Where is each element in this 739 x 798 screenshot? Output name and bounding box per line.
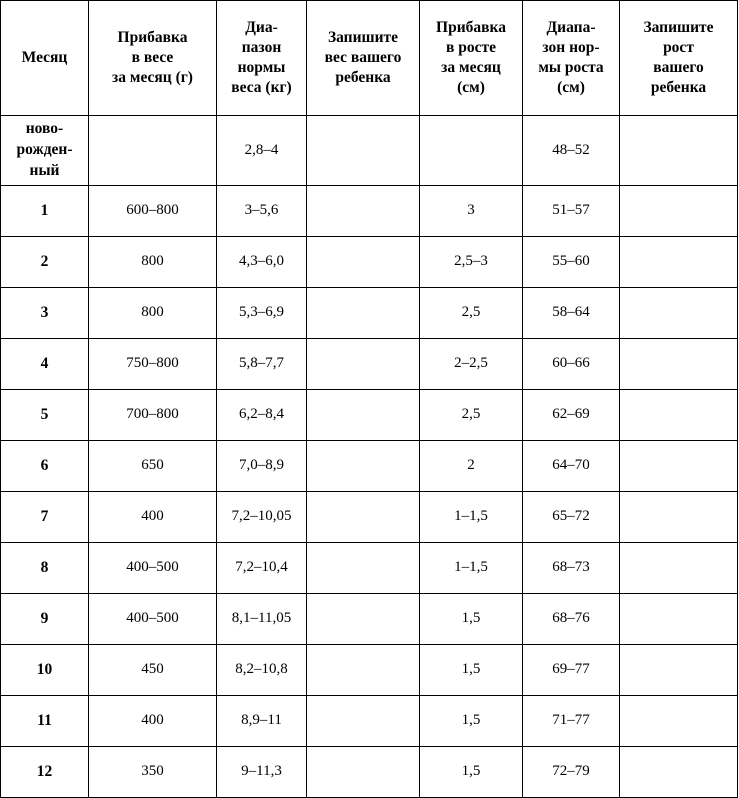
- cell-month-line: 2: [40, 252, 49, 270]
- cell-weight-gain: 700–800: [89, 389, 217, 440]
- cell-weight-note[interactable]: [307, 389, 420, 440]
- cell-height-gain: 2,5: [420, 287, 523, 338]
- column-header-height-gain: [420, 1, 523, 116]
- cell-weight-range: 6,2–8,4: [217, 389, 307, 440]
- table-row: [1, 542, 738, 593]
- column-header-line: пазон: [241, 38, 282, 56]
- cell-height-gain: [420, 116, 523, 186]
- cell-month-line: 1: [40, 201, 49, 219]
- cell-height-note[interactable]: [620, 236, 738, 287]
- table-row: [1, 338, 738, 389]
- cell-weight-gain: 400: [89, 491, 217, 542]
- cell-weight-range: 8,9–11: [217, 695, 307, 746]
- cell-height-gain: 1,5: [420, 746, 523, 797]
- cell-height-range: 60–66: [523, 338, 620, 389]
- cell-height-note[interactable]: [620, 491, 738, 542]
- column-header-line: Запишите: [327, 28, 399, 46]
- column-header-height-note: [620, 1, 738, 116]
- cell-month-line: 11: [37, 711, 52, 729]
- cell-month: [1, 338, 89, 389]
- cell-weight-note[interactable]: [307, 287, 420, 338]
- table-row: [1, 695, 738, 746]
- cell-month: [1, 593, 89, 644]
- table-header-row: [1, 1, 738, 116]
- cell-weight-note[interactable]: [307, 593, 420, 644]
- cell-height-range: 51–57: [523, 185, 620, 236]
- cell-month: [1, 440, 89, 491]
- cell-height-note[interactable]: [620, 287, 738, 338]
- cell-weight-gain: 650: [89, 440, 217, 491]
- cell-month-line: ново-: [25, 120, 64, 137]
- cell-month: [1, 695, 89, 746]
- cell-month-line: 6: [40, 456, 49, 474]
- cell-weight-gain: 450: [89, 644, 217, 695]
- cell-weight-range: 3–5,6: [217, 185, 307, 236]
- cell-height-note[interactable]: [620, 389, 738, 440]
- cell-weight-range: 5,8–7,7: [217, 338, 307, 389]
- cell-month: [1, 236, 89, 287]
- cell-month-line: 4: [40, 354, 49, 372]
- cell-weight-gain: [89, 116, 217, 186]
- column-header-height-range: [523, 1, 620, 116]
- cell-height-range: 69–77: [523, 644, 620, 695]
- cell-month-line: 5: [40, 405, 49, 423]
- cell-month: [1, 542, 89, 593]
- cell-weight-range: 2,8–4: [217, 116, 307, 186]
- cell-month-line: 3: [40, 303, 49, 321]
- column-header-line: мы роста: [538, 59, 604, 76]
- table-row: [1, 593, 738, 644]
- cell-weight-note[interactable]: [307, 542, 420, 593]
- cell-weight-gain: 800: [89, 236, 217, 287]
- cell-height-range: 55–60: [523, 236, 620, 287]
- cell-height-note[interactable]: [620, 746, 738, 797]
- column-header-line: Диапа-: [546, 18, 596, 36]
- column-header-line: Запишите: [643, 18, 714, 36]
- column-header-month: [1, 1, 89, 116]
- cell-month-line: 9: [40, 609, 49, 627]
- cell-height-note[interactable]: [620, 338, 738, 389]
- cell-weight-range: 5,3–6,9: [217, 287, 307, 338]
- cell-height-range: 68–73: [523, 542, 620, 593]
- cell-weight-gain: 800: [89, 287, 217, 338]
- cell-weight-gain: 350: [89, 746, 217, 797]
- table-row: [1, 491, 738, 542]
- column-header-line: Месяц: [21, 48, 68, 66]
- cell-weight-range: 8,1–11,05: [217, 593, 307, 644]
- cell-weight-range: 4,3–6,0: [217, 236, 307, 287]
- cell-weight-note[interactable]: [307, 185, 420, 236]
- column-header-weight-note: [307, 1, 420, 116]
- cell-weight-note[interactable]: [307, 746, 420, 797]
- cell-height-gain: 3: [420, 185, 523, 236]
- cell-height-range: 58–64: [523, 287, 620, 338]
- cell-weight-gain: 400–500: [89, 593, 217, 644]
- table-row: [1, 287, 738, 338]
- cell-height-note[interactable]: [620, 644, 738, 695]
- cell-weight-gain: 750–800: [89, 338, 217, 389]
- cell-weight-range: 7,2–10,05: [217, 491, 307, 542]
- cell-month: [1, 185, 89, 236]
- cell-height-gain: 2,5–3: [420, 236, 523, 287]
- cell-weight-note[interactable]: [307, 116, 420, 186]
- cell-height-range: 62–69: [523, 389, 620, 440]
- column-header-line: рост: [663, 38, 694, 56]
- cell-weight-gain: 600–800: [89, 185, 217, 236]
- cell-height-range: 65–72: [523, 491, 620, 542]
- cell-height-range: 48–52: [523, 116, 620, 186]
- cell-height-range: 68–76: [523, 593, 620, 644]
- column-header-line: (см): [457, 79, 485, 97]
- cell-weight-range: 9–11,3: [217, 746, 307, 797]
- column-header-line: (см): [557, 79, 585, 97]
- table-row: [1, 116, 738, 186]
- cell-height-gain: 1,5: [420, 695, 523, 746]
- column-header-line: веса (кг): [231, 79, 292, 97]
- cell-height-note[interactable]: [620, 185, 738, 236]
- cell-height-gain: 1–1,5: [420, 542, 523, 593]
- cell-weight-note[interactable]: [307, 236, 420, 287]
- column-header-line: Прибавка: [117, 28, 188, 46]
- column-header-line: ребенка: [650, 79, 707, 97]
- cell-weight-note[interactable]: [307, 695, 420, 746]
- cell-weight-note[interactable]: [307, 338, 420, 389]
- cell-weight-gain: 400: [89, 695, 217, 746]
- cell-height-note[interactable]: [620, 440, 738, 491]
- cell-weight-range: 8,2–10,8: [217, 644, 307, 695]
- table-row: [1, 185, 738, 236]
- cell-month-line: ный: [29, 161, 60, 179]
- cell-height-note[interactable]: [620, 695, 738, 746]
- column-header-weight-range: [217, 1, 307, 116]
- cell-month-line: 10: [36, 660, 53, 678]
- table-row: [1, 236, 738, 287]
- cell-month: [1, 746, 89, 797]
- cell-height-gain: 2–2,5: [420, 338, 523, 389]
- column-header-line: в росте: [446, 38, 496, 56]
- table-body: [1, 116, 738, 798]
- cell-weight-note[interactable]: [307, 644, 420, 695]
- table-header: [1, 1, 738, 116]
- cell-height-gain: 2,5: [420, 389, 523, 440]
- cell-month: [1, 287, 89, 338]
- cell-height-note[interactable]: [620, 593, 738, 644]
- cell-month: [1, 389, 89, 440]
- cell-weight-range: 7,2–10,4: [217, 542, 307, 593]
- cell-height-range: 64–70: [523, 440, 620, 491]
- table-row: [1, 644, 738, 695]
- column-header-line: нормы: [237, 59, 286, 76]
- cell-month: [1, 491, 89, 542]
- column-header-line: зон нор-: [542, 38, 600, 56]
- column-header-line: Диа-: [245, 18, 278, 36]
- cell-height-note[interactable]: [620, 542, 738, 593]
- cell-height-gain: 2: [420, 440, 523, 491]
- cell-height-gain: 1,5: [420, 593, 523, 644]
- column-header-line: вес вашего: [324, 48, 402, 66]
- column-header-line: ребенка: [335, 69, 391, 87]
- cell-weight-range: 7,0–8,9: [217, 440, 307, 491]
- cell-month-line: рожден-: [16, 140, 73, 158]
- table-row: [1, 746, 738, 797]
- cell-height-range: 71–77: [523, 695, 620, 746]
- cell-height-range: 72–79: [523, 746, 620, 797]
- cell-height-gain: 1,5: [420, 644, 523, 695]
- column-header-line: вашего: [653, 59, 704, 76]
- cell-month: [1, 116, 89, 186]
- column-header-line: за месяц: [441, 59, 501, 76]
- cell-month: [1, 644, 89, 695]
- column-header-line: Прибавка: [436, 18, 506, 36]
- table-row: [1, 440, 738, 491]
- cell-height-gain: 1–1,5: [420, 491, 523, 542]
- column-header-line: в весе: [131, 48, 174, 66]
- cell-weight-gain: 400–500: [89, 542, 217, 593]
- cell-month-line: 8: [40, 558, 49, 576]
- column-header-weight-gain: [89, 1, 217, 116]
- cell-height-note[interactable]: [620, 116, 738, 186]
- cell-month-line: 12: [36, 762, 53, 780]
- cell-weight-note[interactable]: [307, 491, 420, 542]
- column-header-line: за месяц (г): [112, 69, 193, 87]
- cell-month-line: 7: [40, 507, 49, 525]
- table-row: [1, 389, 738, 440]
- cell-weight-note[interactable]: [307, 440, 420, 491]
